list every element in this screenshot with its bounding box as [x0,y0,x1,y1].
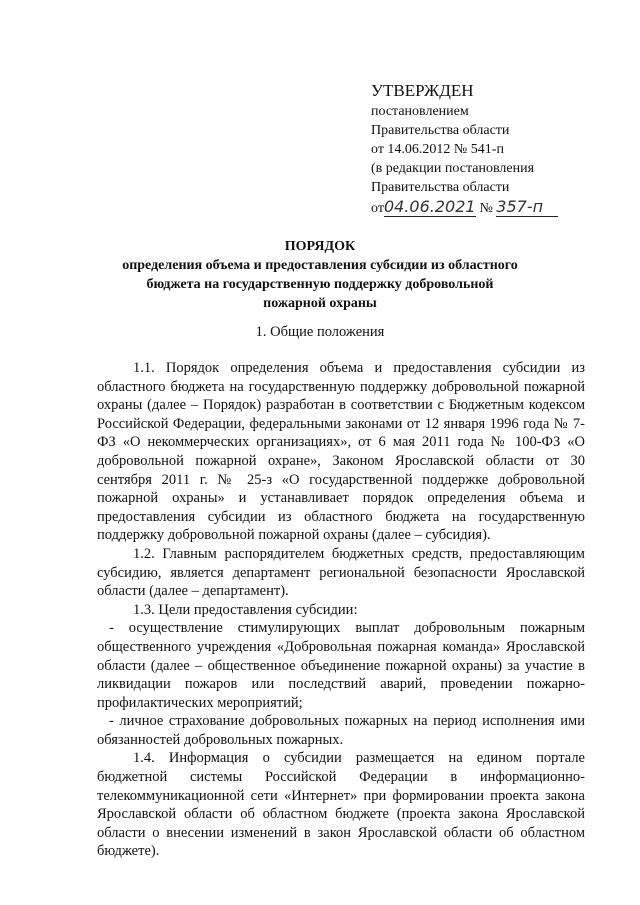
approval-heading: УТВЕРЖДЕН [371,81,474,100]
paragraph-goal-1: - осуществление стимулирующих выплат добровольным пожарным общественного учреждения «Добровольная пожарная команда» Ярославской области (далее – общественное объединение пожарной охраны) за участие в ликвидации пожаров или последствий аварий, проведении пожарно-профилактических мероприятий; [97,620,585,711]
approval-signature-line [371,197,611,218]
approval-line: постановлением [371,104,469,119]
approval-line: Правительства области [371,123,510,138]
paragraph-1-1: 1.1. Порядок определения объема и предоставления субсидии из областного бюджета на государственную поддержку добровольной пожарной охраны (далее – Порядок) разработан в соответствии с Бюджетным кодексом Российской Федерации, федеральными законами от 12 января 1996 года № 7-ФЗ «О некоммерческих организациях», от 6 мая 2011 года № 100-ФЗ «О добровольной пожарной охране», Законом Ярославской области от 30 сентября 2011 г. № 25-з «О государственной поддержке добровольной пожарной охраны» и устанавливает порядок определения объема и предоставления субсидии из областного бюджета на государственную поддержку добровольной пожарной охраны (далее – субсидия). [97,360,585,544]
paragraph-1-4: 1.4. Информация о субсидии размещается на едином портале бюджетной системы Российской Федерации в информационно-телекоммуникационной сети «Интернет» при формировании проекта закона Ярославской области об областном бюджете (проекта закона Ярославской области о внесении изменений в закон Ярославской области об областном бюджете). [97,750,585,860]
signature-date: 04.06.2021 [383,197,476,216]
approval-line: от 14.06.2012 № 541-п [371,142,504,157]
approval-line: Правительства области [371,180,510,195]
signature-number: 357-п [496,197,558,217]
document-title: ПОРЯДОК [284,239,356,254]
paragraph-1-2: 1.2. Главным распорядителем бюджетных средств, предоставляющим субсидию, является департамент региональной безопасности Ярославской области (далее – департамент). [97,545,585,600]
signature-prefix: от [371,201,384,216]
approval-block [371,80,611,218]
paragraph-goal-2: - личное страхование добровольных пожарных на период исполнения ими обязанностей добровольных пожарных. [97,713,585,748]
approval-line: (в редакции постановления [371,161,535,176]
document-subtitle: определения объема и предоставления субсидии из областного бюджета на государственную поддержку добровольной пожарной охраны [122,258,518,311]
paragraph-1-3: 1.3. Цели предоставления субсидии: [133,601,358,618]
signature-number-sign: № [479,201,493,216]
section-title: 1. Общие положения [255,324,385,340]
document-body [97,359,585,861]
